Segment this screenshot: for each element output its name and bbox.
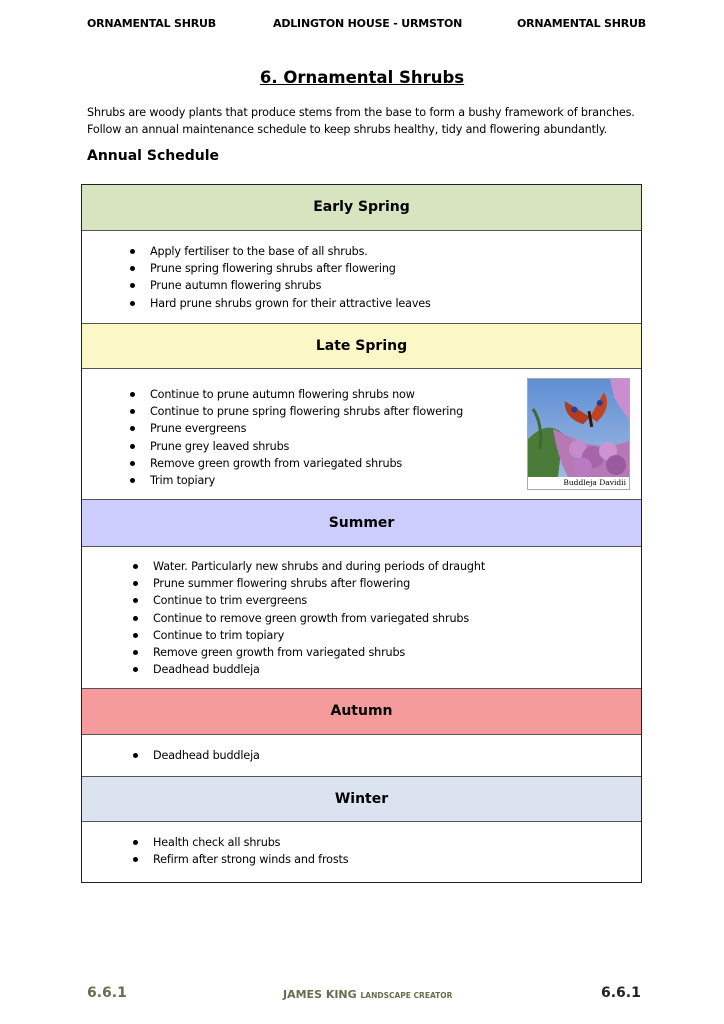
task-item: Continue to prune autumn flowering shrubs now	[128, 386, 463, 403]
task-item: Prune autumn flowering shrubs	[128, 277, 431, 294]
task-list	[128, 243, 431, 312]
season-title: Winter	[334, 791, 389, 807]
task-item: Prune spring flowering shrubs after flowering	[128, 260, 431, 277]
task-item: Water. Particularly new shrubs and during periods of draught	[131, 558, 485, 575]
page-title: 6. Ornamental Shrubs	[259, 68, 465, 87]
task-item: Prune grey leaved shrubs	[128, 438, 463, 455]
task-item: Prune evergreens	[128, 420, 463, 437]
butterfly-on-buddleja-image	[528, 379, 629, 477]
season-band-summer	[82, 499, 641, 547]
photo-caption: Buddleja Davidii	[563, 478, 626, 487]
task-item: Remove green growth from variegated shrubs	[128, 455, 463, 472]
intro-paragraph	[87, 104, 657, 138]
season-band-winter	[82, 776, 641, 822]
buddleja-photo	[527, 378, 630, 490]
season-body-early-spring	[82, 231, 641, 323]
season-title: Late Spring	[315, 338, 408, 354]
task-item: Continue to trim evergreens	[131, 592, 485, 609]
brand-name: JAMES KING	[283, 988, 357, 1001]
task-item: Continue to prune spring flowering shrubs after flowering	[128, 403, 463, 420]
section-subheading: Annual Schedule	[87, 148, 219, 164]
task-item: Hard prune shrubs grown for their attractive leaves	[128, 295, 431, 312]
task-list	[131, 558, 485, 678]
season-body-winter	[82, 822, 641, 882]
task-item: Remove green growth from variegated shrubs	[131, 644, 485, 661]
task-item: Deadhead buddleja	[131, 661, 485, 678]
task-item: Deadhead buddleja	[131, 747, 260, 764]
task-item: Continue to trim topiary	[131, 627, 485, 644]
task-item: Refirm after strong winds and frosts	[131, 851, 348, 868]
page-header	[0, 17, 724, 35]
season-body-summer	[82, 547, 641, 688]
season-band-late-spring	[82, 323, 641, 369]
brand-tagline: LANDSCAPE CREATOR	[360, 991, 453, 1000]
header-left: ORNAMENTAL SHRUB	[87, 17, 216, 30]
season-band-early-spring	[82, 185, 641, 231]
task-list	[131, 747, 260, 764]
season-band-autumn	[82, 688, 641, 735]
season-title: Summer	[328, 515, 395, 531]
footer-page-number-left: 6.6.1	[87, 985, 127, 1001]
annual-schedule-table	[81, 184, 642, 883]
header-right: ORNAMENTAL SHRUB	[517, 17, 646, 30]
task-item: Trim topiary	[128, 472, 463, 489]
task-item: Continue to remove green growth from variegated shrubs	[131, 610, 485, 627]
task-list	[131, 834, 348, 868]
task-item: Health check all shrubs	[131, 834, 348, 851]
task-item: Prune summer flowering shrubs after flowering	[131, 575, 485, 592]
intro-line: Shrubs are woody plants that produce stems from the base to form a bushy framework of branches.	[87, 106, 635, 119]
intro-line: Follow an annual maintenance schedule to keep shrubs healthy, tidy and flowering abundantly.	[87, 123, 608, 136]
task-list	[128, 386, 463, 489]
season-title: Early Spring	[313, 199, 410, 215]
task-item: Apply fertiliser to the base of all shrubs.	[128, 243, 431, 260]
footer-page-number-right: 6.6.1	[601, 985, 641, 1001]
header-center: ADLINGTON HOUSE - URMSTON	[273, 17, 463, 30]
footer-brand	[283, 988, 452, 1001]
season-title: Autumn	[330, 703, 393, 719]
season-body-autumn	[82, 735, 641, 776]
